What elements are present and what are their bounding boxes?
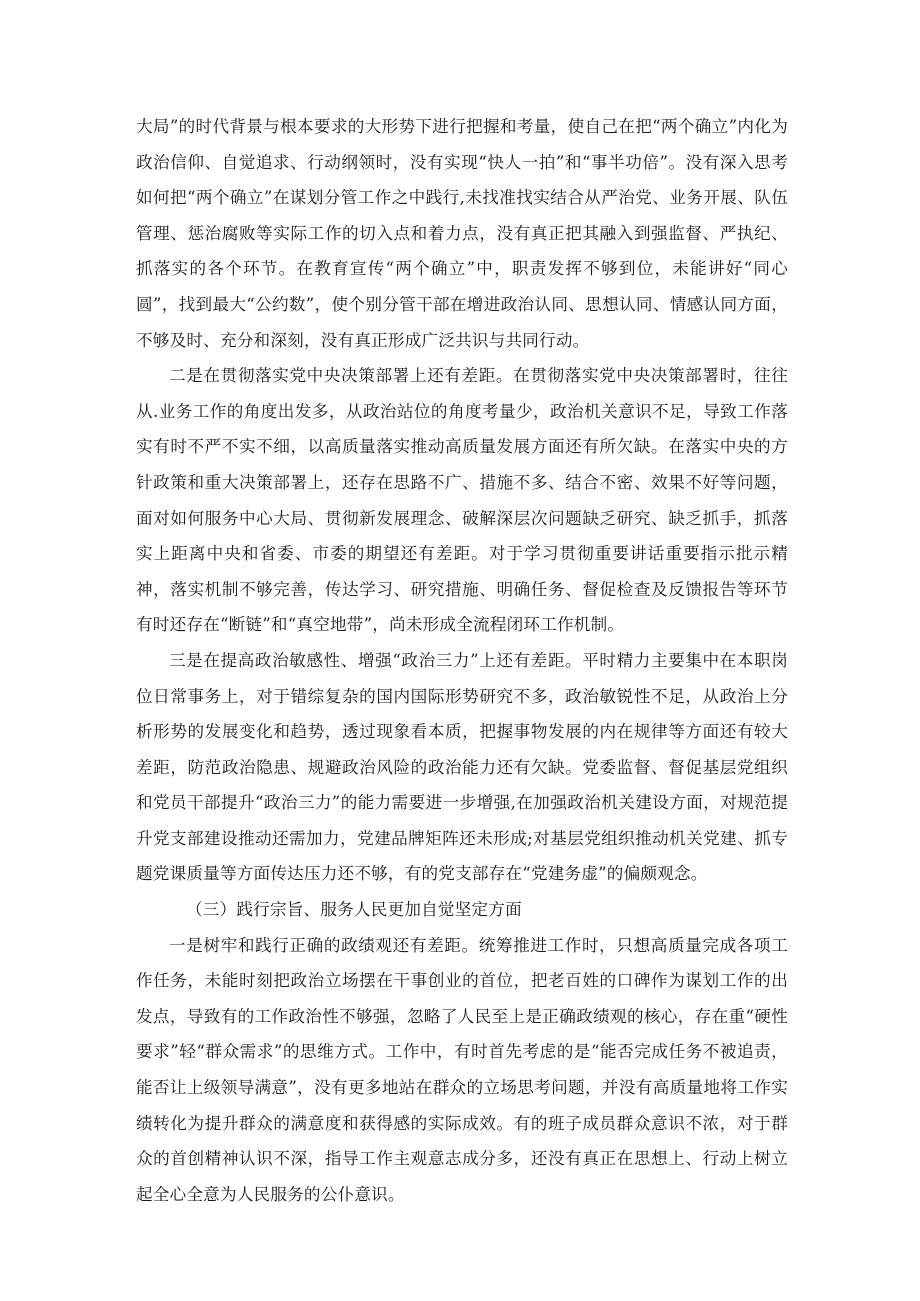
paragraph-second-gap: 二是在贯彻落实党中央决策部署上还有差距。在贯彻落实党中央决策部署时，往往从.业务工作的角度出发多，从政治站位的角度考量少，政治机关意识不足，导致工作落实有时不严不实不细，以高质量落实推动高质量发展方面还有所欠缺。在落实中央的方针政策和重大决策部署上，还存在思路不广、措施不多、结合不密、效果不好等问题，面对如何服务中心大局、贯彻新发展理念、破解深层次问题缺乏研究、缺乏抓手，抓落实上距离中央和省委、市委的期望还有差距。对于学习贯彻重要讲话重要指示批示精神，落实机制不够完善，传达学习、研究措施、明确任务、督促检查及反馈报告等环节有时还存在“断链”和“真空地带”，尚未形成全流程闭环工作机制。 bbox=[136, 366, 788, 635]
paragraph-first-gap-achievement: 一是树牢和践行正确的政绩观还有差距。统筹推进工作时，只想高质量完成各项工作任务，未能时刻把政治立场摆在干事创业的首位，把老百姓的口碑作为谋划工作的出发点，导致有的工作政治性不够强，忽略了人民至上是正确政绩观的核心，存在重“硬性要求”轻“群众需求”的思维方式。工作中，有时首先考虑的是“能否完成任务不被追责，能否让上级领导满意”，没有更多地站在群众的立场思考问题，并没有高质量地将工作实绩转化为提升群众的满意度和获得感的实际成效。有的班子成员群众意识不浓，对于群众的首创精神认识不深，指导工作主观意志成分多，还没有真正在思想上、行动上树立起全心全意为人民服务的公仆意识。 bbox=[136, 935, 788, 1204]
paragraph-third-gap: 三是在提高政治敏感性、增强“政治三力”上还有差距。平时精力主要集中在本职岗位日常事务上，对于错综复杂的国内国际形势研究不多，政治敏锐性不足，从政治上分析形势的发展变化和趋势，透过现象看本质，把握事物发展的内在规律等方面还有较大差距，防范政治隐患、规避政治风险的政治能力还有欠缺。党委监督、督促基层党组织和党员干部提升“政治三力”的能力需要进一步增强,在加强政治机关建设方面，对规范提升党支部建设推动还需加力，党建品牌矩阵还未形成;对基层党组织推动机关党建、抓专题党课质量等方面传达压力还不够，有的党支部存在“党建务虚”的偏颇观念。 bbox=[136, 650, 788, 884]
paragraph-continuation: 大局”的时代背景与根本要求的大形势下进行把握和考量，使自己在把“两个确立”内化为政治信仰、自觉追求、行动纲领时，没有实现“快人一拍”和“事半功倍”。没有深入思考如何把“两个确立”在谋划分管工作之中践行,未找准找实结合从严治党、业务开展、队伍管理、惩治腐败等实际工作的切入点和着力点，没有真正把其融入到强监督、严执纪、抓落实的各个环节。在教育宣传“两个确立”中，职责发挥不够到位，未能讲好“同心圆”，找到最大“公约数”，使个别分管干部在增进政治认同、思想认同、情感认同方面，不够及时、充分和深刻，没有真正形成广泛共识与共同行动。 bbox=[136, 117, 788, 350]
document-page bbox=[136, 109, 788, 1212]
section-heading-three: （三）践行宗旨、服务人民更加自觉坚定方面 bbox=[186, 900, 522, 920]
